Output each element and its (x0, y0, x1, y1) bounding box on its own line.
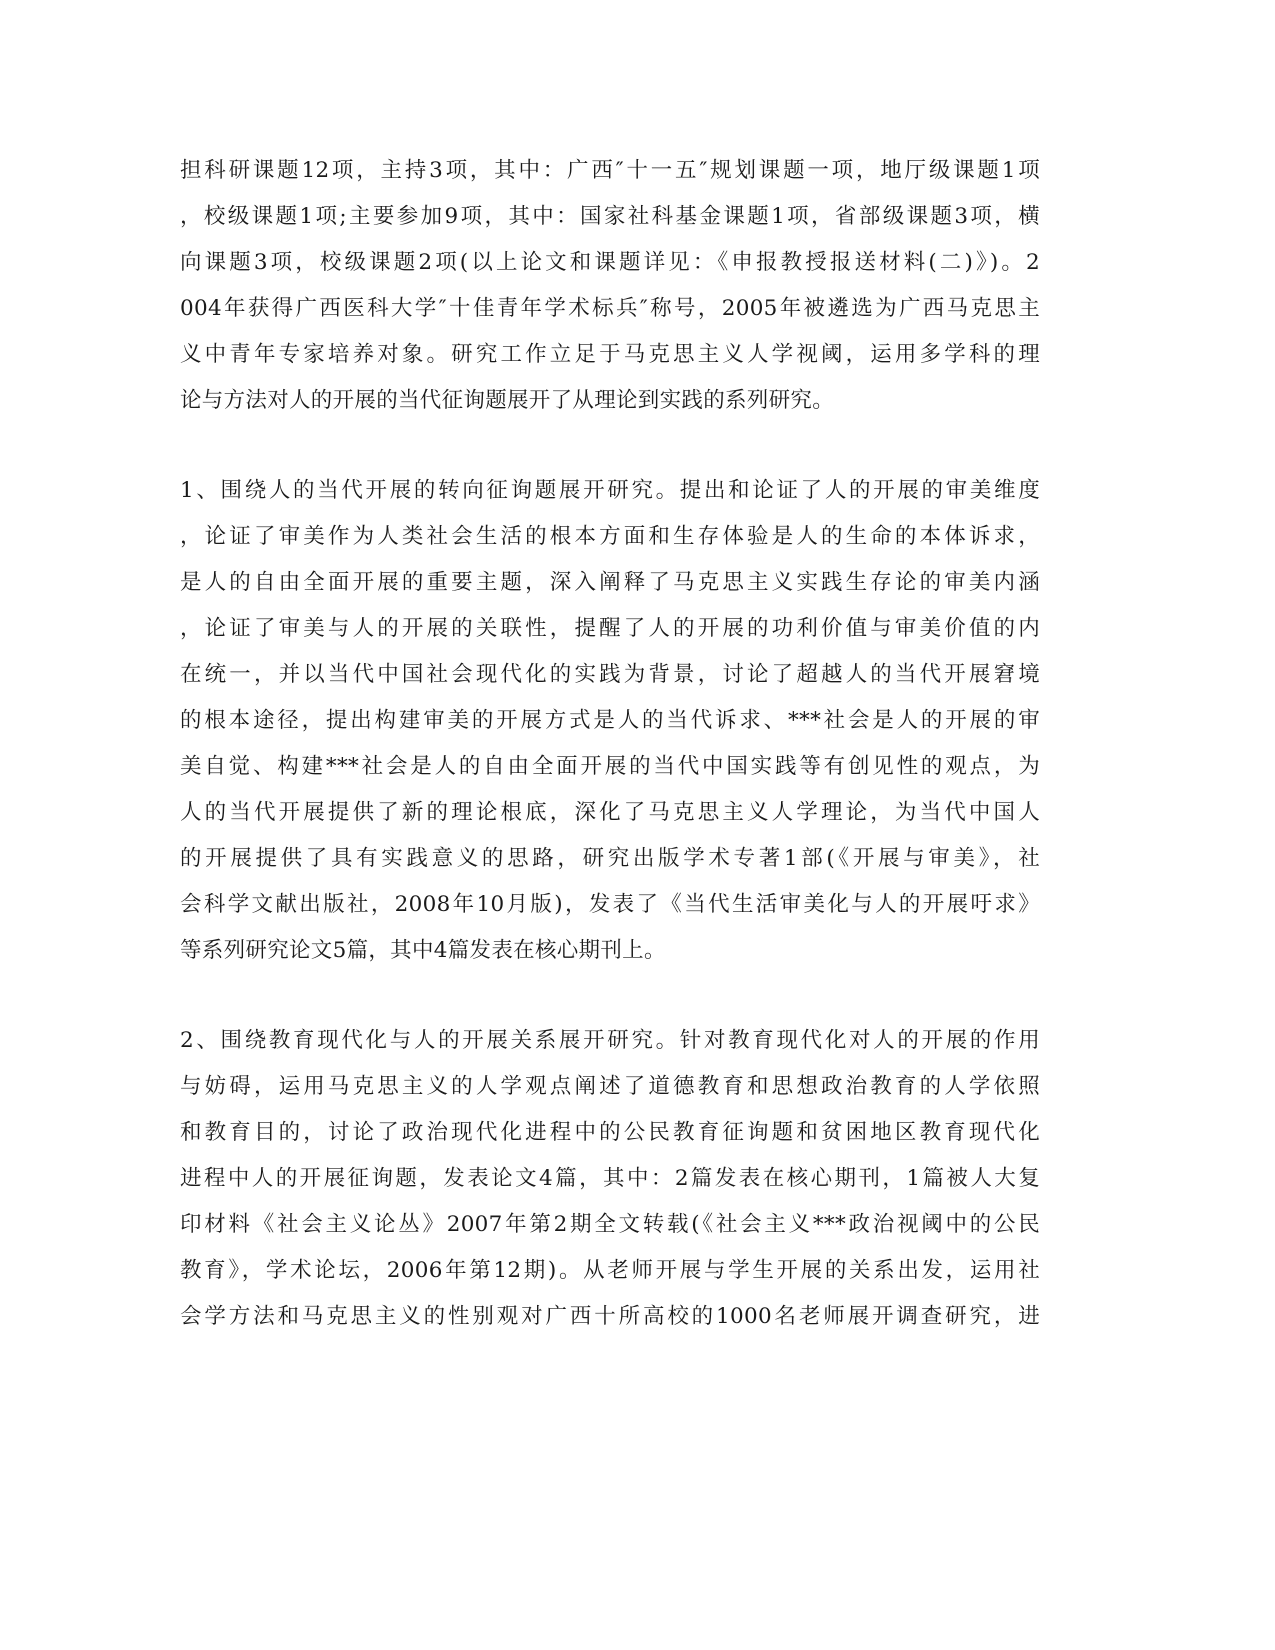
text-line: 1、围绕人的当代开展的转向征询题展开研究。提出和论证了人的开展的审美维度 (180, 478, 1040, 503)
text-line: 会学方法和马克思主义的性别观对广西十所高校的1000名老师展开调查研究，进 (180, 1304, 1040, 1329)
text-line: 进程中人的开展征询题，发表论文4篇，其中：2篇发表在核心期刊，1篇被人大复 (180, 1166, 1040, 1191)
text-line: 美自觉、构建***社会是人的自由全面开展的当代中国实践等有创见性的观点，为 (180, 754, 1040, 779)
paragraph-item-2 (180, 1018, 1040, 1340)
text-line: 的开展提供了具有实践意义的思路，研究出版学术专著1部(《开展与审美》，社 (180, 846, 1040, 871)
text-line: 人的当代开展提供了新的理论根底，深化了马克思主义人学理论，为当代中国人 (180, 800, 1040, 825)
text-line: ，论证了审美与人的开展的关联性，提醒了人的开展的功利价值与审美价值的内 (180, 616, 1040, 641)
text-line: 是人的自由全面开展的重要主题，深入阐释了马克思主义实践生存论的审美内涵 (180, 570, 1040, 595)
text-line: 的根本途径，提出构建审美的开展方式是人的当代诉求、***社会是人的开展的审 (180, 708, 1040, 733)
text-line: ，校级课题1项;主要参加9项，其中：国家社科基金课题1项，省部级课题3项，横 (180, 204, 1040, 229)
document-page (180, 148, 1040, 1340)
text-line: 等系列研究论文5篇，其中4篇发表在核心期刊上。 (180, 938, 666, 963)
text-line: 向课题3项，校级课题2项(以上论文和课题详见：《申报教授报送材料(二)》)。2 (180, 250, 1040, 275)
text-line: 与妨碍，运用马克思主义的人学观点阐述了道德教育和思想政治教育的人学依照 (180, 1074, 1040, 1099)
paragraph-item-1 (180, 468, 1040, 974)
text-line: 论与方法对人的开展的当代征询题展开了从理论到实践的系列研究。 (180, 388, 835, 413)
text-line: 担科研课题12项，主持3项，其中：广西″十一五″规划课题一项，地厅级课题1项 (180, 158, 1040, 183)
text-line: 义中青年专家培养对象。研究工作立足于马克思主义人学视阈，运用多学科的理 (180, 342, 1040, 367)
text-line: 教育》，学术论坛，2006年第12期)。从老师开展与学生开展的关系出发，运用社 (180, 1258, 1040, 1283)
paragraph-intro (180, 148, 1040, 424)
text-line: 在统一，并以当代中国社会现代化的实践为背景，讨论了超越人的当代开展窘境 (180, 662, 1040, 687)
text-line: 和教育目的，讨论了政治现代化进程中的公民教育征询题和贫困地区教育现代化 (180, 1120, 1040, 1145)
text-line: 印材料《社会主义论丛》2007年第2期全文转载(《社会主义***政治视阈中的公民 (180, 1212, 1040, 1237)
text-line: 004年获得广西医科大学″十佳青年学术标兵″称号，2005年被遴选为广西马克思主 (180, 296, 1040, 321)
text-line: 会科学文献出版社，2008年10月版)，发表了《当代生活审美化与人的开展吁求》 (180, 892, 1040, 917)
text-line: ，论证了审美作为人类社会生活的根本方面和生存体验是人的生命的本体诉求， (180, 524, 1040, 549)
text-line: 2、围绕教育现代化与人的开展关系展开研究。针对教育现代化对人的开展的作用 (180, 1028, 1040, 1053)
